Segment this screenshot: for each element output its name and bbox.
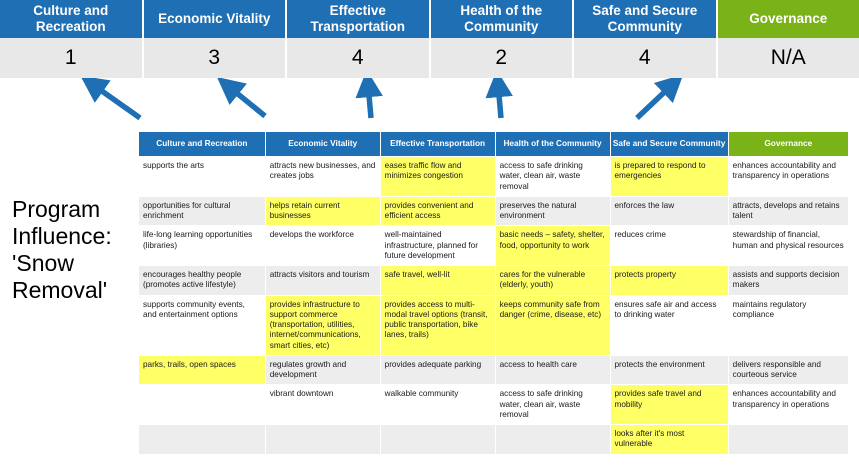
matrix-header-culture-and-recreation: Culture and Recreation [139,132,266,157]
matrix-cell [139,425,266,455]
matrix-cell: well-maintained infrastructure, planned for future development [380,226,495,266]
matrix-cell: enhances accountability and transparency in operations [728,157,848,197]
matrix-cell: cares for the vulnerable (elderly, youth) [495,266,610,296]
caption-line-3: 'Snow [12,250,74,277]
matrix-cell: is prepared to respond to emergencies [610,157,728,197]
table-row [139,196,849,226]
matrix-header-effective-transportation: Effective Transportation [380,132,495,157]
caption-line-1: Program [12,196,101,222]
summary-header-economic-vitality: Economic Vitality [144,0,288,38]
matrix-header-economic-vitality: Economic Vitality [265,132,380,157]
matrix-header-row [139,132,849,157]
matrix-cell: access to safe drinking water, clean air, waste removal [495,157,610,197]
matrix-cell [495,425,610,455]
matrix-cell: protects the environment [610,355,728,385]
arrow-culture-and-recreation [92,84,140,118]
matrix-cell: preserves the natural environment [495,196,610,226]
table-row [139,226,849,266]
matrix-cell [380,425,495,455]
summary-header-governance: Governance [718,0,859,38]
table-row [139,355,849,385]
matrix-cell: maintains regulatory compliance [728,295,848,355]
matrix-cell: enhances accountability and transparency in operations [728,385,848,425]
arrow-effective-transportation [368,84,371,118]
matrix-cell: attracts new businesses, and creates jobs [265,157,380,197]
matrix-cell: encourages healthy people (promotes active lifestyle) [139,266,266,296]
matrix-cell: helps retain current businesses [265,196,380,226]
summary-score-row [0,38,859,78]
matrix-cell: regulates growth and development [265,355,380,385]
matrix-cell: attracts, develops and retains talent [728,196,848,226]
caption-line-2: Influence: [12,223,112,250]
matrix-cell: assists and supports decision makers [728,266,848,296]
matrix-cell: enforces the law [610,196,728,226]
matrix-cell: basic needs – safety, shelter, food, opportunity to work [495,226,610,266]
matrix-cell: walkable community [380,385,495,425]
matrix-cell [265,425,380,455]
matrix-header-health-of-the-community: Health of the Community [495,132,610,157]
summary-band [0,0,859,78]
arrow-health-of-the-community [498,84,501,118]
matrix-cell: delivers responsible and courteous service [728,355,848,385]
matrix-cell: access to safe drinking water, clean air, waste removal [495,385,610,425]
matrix-header-governance: Governance [728,132,848,157]
matrix-cell [728,425,848,455]
matrix-cell: supports the arts [139,157,266,197]
matrix-cell: opportunities for cultural enrichment [139,196,266,226]
summary-header-health-of-the-community: Health of the Community [431,0,575,38]
summary-header-safe-and-secure-community: Safe and Secure Community [574,0,718,38]
summary-score-economic-vitality: 3 [144,38,288,78]
summary-header-culture-and-recreation: Culture and Recreation [0,0,144,38]
table-row [139,266,849,296]
summary-header-row [0,0,859,38]
matrix-cell: access to health care [495,355,610,385]
table-row [139,157,849,197]
matrix-cell: life-long learning opportunities (libraries) [139,226,266,266]
matrix-cell: keeps community safe from danger (crime, disease, etc) [495,295,610,355]
matrix-cell: develops the workforce [265,226,380,266]
matrix-cell [139,385,266,425]
matrix-cell: provides infrastructure to support commerce (transportation, utilities, internet/communications, smart cities, etc) [265,295,380,355]
program-influence-caption [12,196,132,305]
summary-score-culture-and-recreation: 1 [0,38,144,78]
summary-score-governance: N/A [770,46,806,69]
matrix-cell: provides access to multi-modal travel options (transit, public transportation, bike lanes, trails) [380,295,495,355]
summary-score-safe-and-secure-community: 4 [574,38,718,78]
matrix-cell: ensures safe air and access to drinking water [610,295,728,355]
arrow-group [0,78,859,128]
matrix-cell: safe travel, well-lit [380,266,495,296]
matrix-cell: eases traffic flow and minimizes congestion [380,157,495,197]
matrix-cell: looks after it's most vulnerable [610,425,728,455]
matrix-cell: parks, trails, open spaces [139,355,266,385]
summary-score-health-of-the-community: 2 [431,38,575,78]
arrow-safe-and-secure-community [637,84,673,118]
influence-matrix [138,131,849,455]
matrix-header-safe-and-secure-community: Safe and Secure Community [610,132,728,157]
summary-header-effective-transportation: Effective Transportation [287,0,431,38]
matrix-cell: provides convenient and efficient access [380,196,495,226]
matrix-cell: supports community events, and entertainment options [139,295,266,355]
matrix-cell: provides adequate parking [380,355,495,385]
summary-score-effective-transportation: 4 [287,38,431,78]
arrow-economic-vitality [228,86,265,116]
matrix-cell: protects property [610,266,728,296]
matrix-cell: vibrant downtown [265,385,380,425]
matrix-cell: provides safe travel and mobility [610,385,728,425]
matrix-cell: stewardship of financial, human and physical resources [728,226,848,266]
table-row [139,425,849,455]
caption-line-4: Removal' [12,277,108,304]
table-row [139,295,849,355]
table-row [139,385,849,425]
matrix-cell: reduces crime [610,226,728,266]
matrix-body [139,157,849,455]
matrix-cell: attracts visitors and tourism [265,266,380,296]
